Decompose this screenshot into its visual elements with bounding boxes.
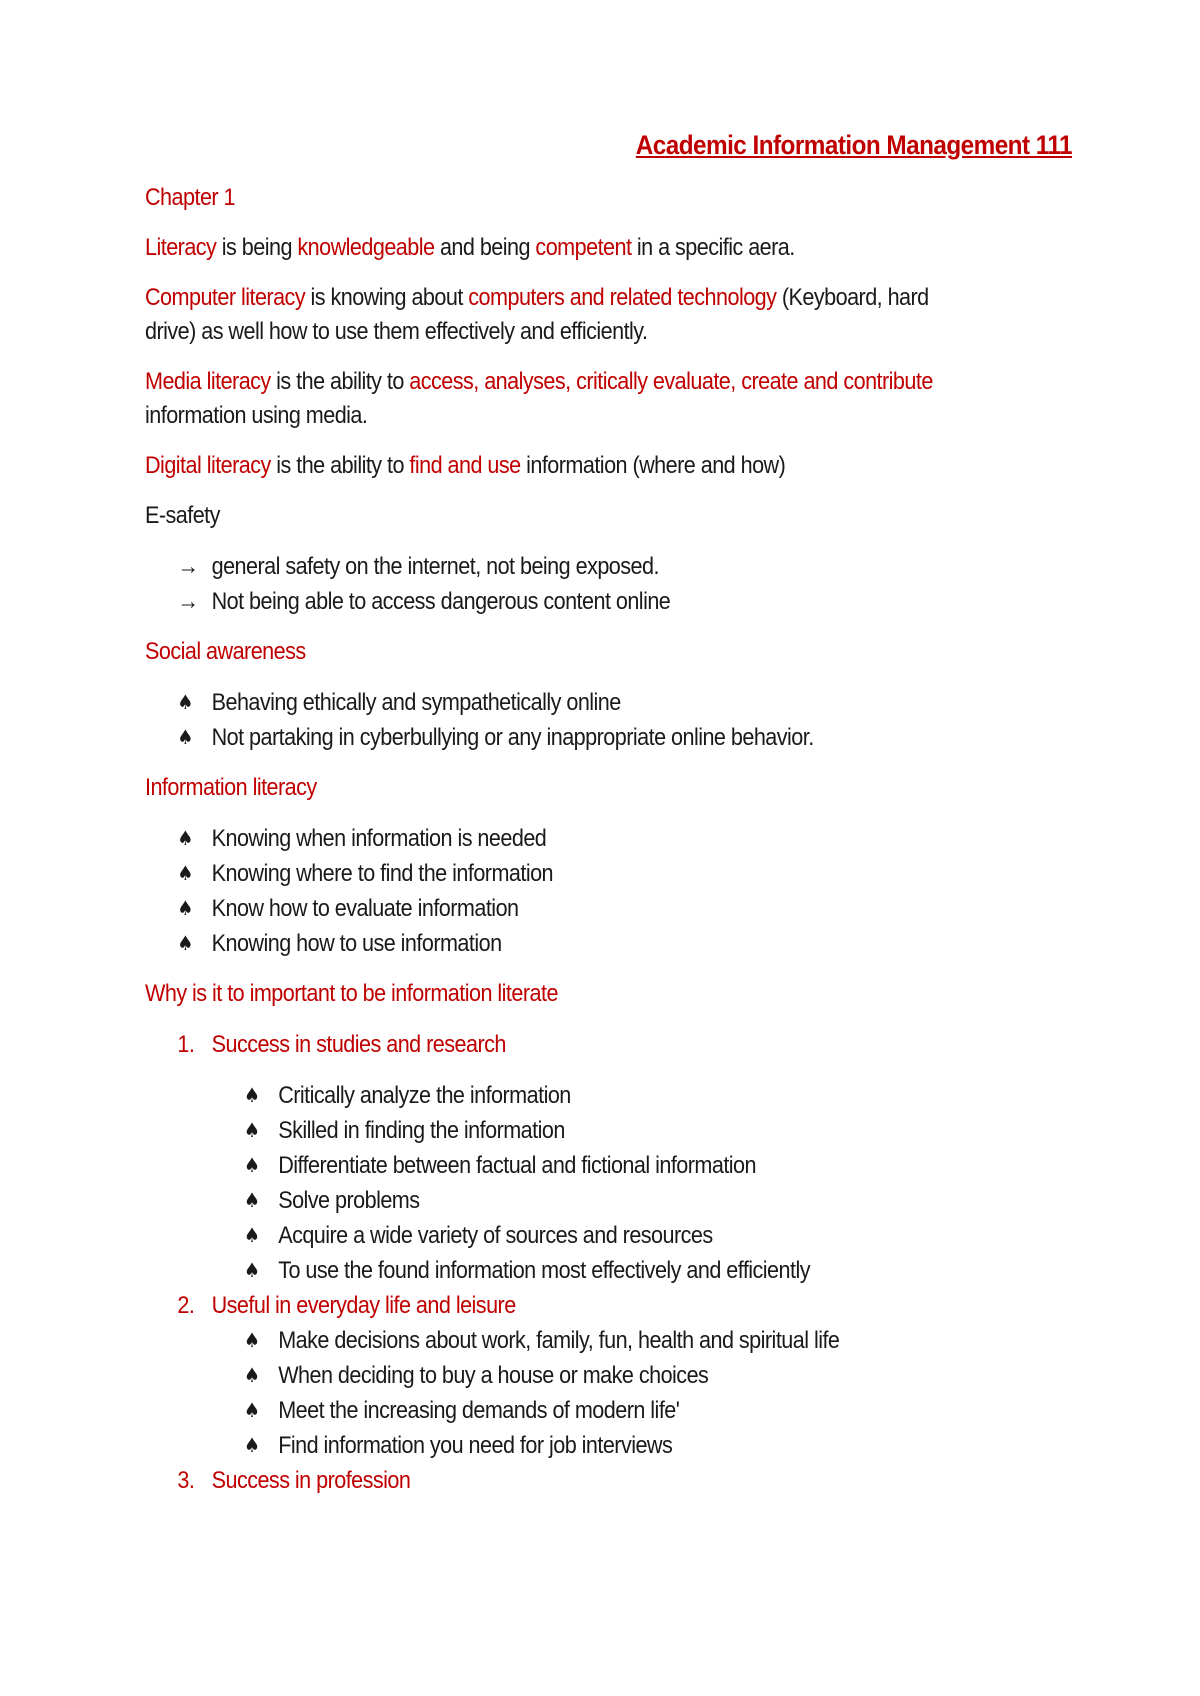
list-item-text: When deciding to buy a house or make choices — [278, 1362, 709, 1389]
text: and being — [434, 234, 536, 261]
spade-icon: ♠ — [244, 1153, 260, 1177]
spade-icon: ♠ — [244, 1363, 260, 1387]
list-item — [212, 1428, 982, 1463]
list-item — [212, 1078, 982, 1113]
document-page — [145, 130, 1072, 1514]
highlight: computers and related technology — [468, 284, 777, 311]
paragraph-media-literacy — [145, 365, 982, 433]
text: information using media. — [145, 402, 368, 429]
highlight: knowledgeable — [297, 234, 435, 261]
list-item-text: Know how to evaluate information — [211, 895, 519, 922]
spade-icon: ♠ — [244, 1328, 260, 1352]
text: in a specific aera. — [631, 234, 795, 261]
list-item-text: Knowing how to use information — [211, 930, 502, 957]
social-awareness-heading: Social awareness — [145, 638, 306, 665]
spade-icon: ♠ — [244, 1433, 260, 1457]
item-number: 3. — [177, 1467, 195, 1494]
list-item-text: Knowing when information is needed — [211, 825, 547, 852]
why-sublist-1 — [212, 1078, 982, 1288]
list-item — [145, 926, 982, 961]
list-item-text: Behaving ethically and sympathetically online — [211, 689, 621, 716]
list-item — [145, 584, 982, 619]
list-item-text: Knowing where to find the information — [211, 860, 554, 887]
list-item — [212, 1183, 982, 1218]
spade-icon: ♠ — [244, 1258, 260, 1282]
list-item-text: Meet the increasing demands of modern life' — [278, 1397, 680, 1424]
list-item-text: Skilled in finding the information — [278, 1117, 565, 1144]
list-item — [212, 1393, 982, 1428]
spade-icon: ♠ — [244, 1083, 260, 1107]
text: is being — [216, 234, 298, 261]
numbered-item — [145, 1288, 982, 1323]
list-item — [145, 856, 982, 891]
social-awareness-list — [145, 685, 982, 755]
list-item — [145, 891, 982, 926]
list-item-text: general safety on the internet, not being exposed. — [211, 553, 659, 580]
paragraph-digital-literacy — [145, 449, 982, 483]
numbered-item-label: Success in profession — [211, 1467, 411, 1494]
information-literacy-list — [145, 821, 982, 961]
list-item-text: Not being able to access dangerous content online — [211, 588, 671, 615]
list-item-text: Not partaking in cyberbullying or any inappropriate online behavior. — [211, 724, 814, 751]
spade-icon: ♠ — [244, 1118, 260, 1142]
numbered-item — [145, 1463, 982, 1498]
numbered-item — [145, 1027, 982, 1062]
arrow-icon: → — [177, 553, 199, 580]
esafety-heading: E-safety — [145, 502, 220, 529]
spade-icon: ♠ — [244, 1398, 260, 1422]
list-item — [212, 1358, 982, 1393]
information-literacy-heading: Information literacy — [145, 774, 317, 801]
list-item — [212, 1148, 982, 1183]
spade-icon: ♠ — [177, 896, 194, 920]
text: information (where and how) — [520, 452, 786, 479]
term-media-literacy: Media literacy — [145, 368, 271, 395]
list-item — [212, 1253, 982, 1288]
paragraph-literacy — [145, 231, 982, 265]
highlight: find and use — [409, 452, 521, 479]
highlight: competent — [535, 234, 632, 261]
text: (Keyboard, hard drive) as well how to use them effectively and efficiently. — [145, 284, 929, 345]
list-item — [145, 821, 982, 856]
term-digital-literacy: Digital literacy — [145, 452, 271, 479]
spade-icon: ♠ — [244, 1223, 260, 1247]
text: is the ability to — [270, 452, 410, 479]
list-item-text: Differentiate between factual and fictional information — [278, 1152, 757, 1179]
why-sublist-2 — [212, 1323, 982, 1463]
list-item — [212, 1218, 982, 1253]
item-number: 2. — [177, 1292, 195, 1319]
document-title: Academic Information Management 111 — [635, 130, 1072, 160]
numbered-item-label: Success in studies and research — [211, 1031, 506, 1058]
spade-icon: ♠ — [244, 1188, 260, 1212]
list-item — [212, 1113, 982, 1148]
text: is knowing about — [305, 284, 469, 311]
spade-icon: ♠ — [177, 826, 194, 850]
term-literacy: Literacy — [145, 234, 217, 261]
list-item-text: Critically analyze the information — [278, 1082, 571, 1109]
list-item — [145, 685, 982, 720]
spade-icon: ♠ — [177, 931, 194, 955]
list-item-text: Find information you need for job interviews — [278, 1432, 673, 1459]
term-computer-literacy: Computer literacy — [145, 284, 306, 311]
why-numbered-list — [145, 1288, 982, 1323]
text: is the ability to — [270, 368, 410, 395]
paragraph-computer-literacy — [145, 281, 982, 349]
esafety-list — [145, 549, 982, 619]
why-numbered-list — [145, 1463, 982, 1498]
spade-icon: ♠ — [177, 861, 194, 885]
item-number: 1. — [177, 1031, 195, 1058]
list-item-text: Solve problems — [278, 1187, 420, 1214]
spade-icon: ♠ — [177, 690, 194, 714]
list-item — [212, 1323, 982, 1358]
list-item — [145, 720, 982, 755]
why-heading: Why is it to important to be information literate — [145, 980, 558, 1007]
list-item-text: To use the found information most effectively and efficiently — [278, 1257, 810, 1284]
highlight: access, analyses, critically evaluate, create and contribute — [409, 368, 933, 395]
why-numbered-list — [145, 1027, 982, 1062]
spade-icon: ♠ — [177, 725, 194, 749]
numbered-item-label: Useful in everyday life and leisure — [211, 1292, 516, 1319]
list-item-text: Acquire a wide variety of sources and resources — [278, 1222, 713, 1249]
list-item-text: Make decisions about work, family, fun, health and spiritual life — [278, 1327, 840, 1354]
chapter-heading: Chapter 1 — [145, 184, 235, 211]
list-item — [145, 549, 982, 584]
arrow-icon: → — [177, 588, 199, 615]
